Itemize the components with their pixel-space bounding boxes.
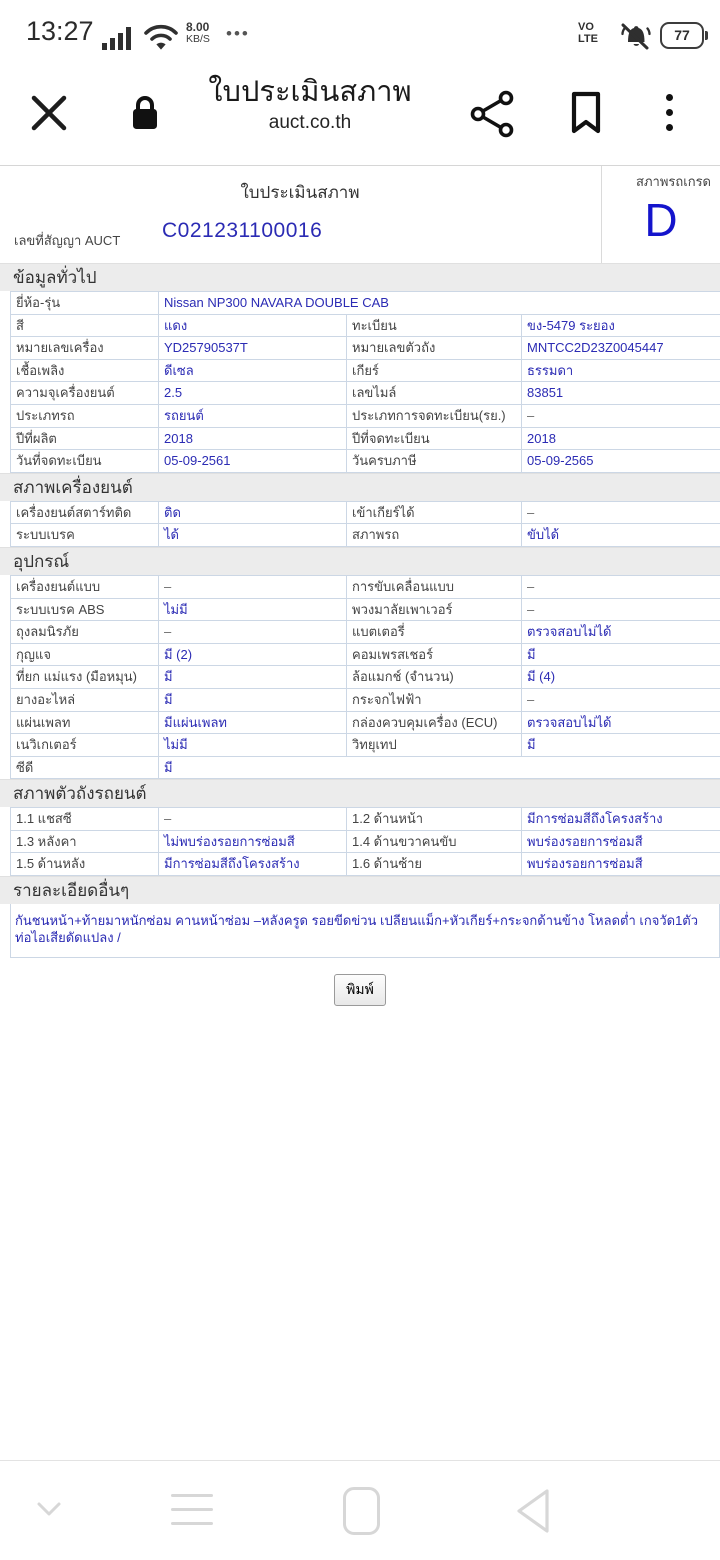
field-label: หมายเลขตัวถัง: [346, 337, 521, 359]
field-value: พบร่องรอยการซ่อมสี: [521, 831, 720, 853]
section-rows: [10, 501, 720, 547]
assessment-sections: [0, 263, 720, 876]
table-row: [11, 666, 720, 689]
field-value: มีการซ่อมสีถึงโครงสร้าง: [158, 853, 346, 875]
field-label: คอมเพรสเชอร์: [346, 644, 521, 666]
menu-lines-icon[interactable]: [171, 1494, 213, 1536]
field-label: ยี่ห้อ-รุ่น: [16, 295, 61, 310]
field-label: ที่ยก แม่แรง (มือหมุน): [16, 669, 137, 685]
field-value: 05-09-2561: [158, 450, 346, 472]
field-value: มีแผ่นเพลท: [158, 712, 346, 734]
table-row: [11, 644, 720, 667]
field-value: ได้: [158, 524, 346, 546]
section-rows: [10, 575, 720, 779]
table-row: [11, 831, 720, 854]
field-value: 2018: [521, 428, 720, 450]
bell-muted-icon: [618, 21, 652, 51]
table-row: [11, 599, 720, 622]
field-label: เครื่องยนต์แบบ: [16, 578, 101, 594]
bookmark-icon[interactable]: [570, 91, 602, 135]
field-label: เครื่องยนต์สตาร์ทติด: [16, 504, 132, 520]
field-value: –: [158, 576, 346, 598]
field-value: พบร่องรอยการซ่อมสี: [521, 853, 720, 875]
section-header: สภาพเครื่องยนต์: [0, 473, 720, 501]
lock-icon[interactable]: [132, 96, 158, 130]
table-row: [11, 734, 720, 757]
field-value: Nissan NP300 NAVARA DOUBLE CAB: [158, 292, 720, 314]
table-row: [11, 337, 720, 360]
status-more-dots: •••: [226, 24, 250, 43]
overflow-menu-icon[interactable]: [666, 94, 674, 139]
table-row: [11, 757, 720, 780]
table-row: [11, 315, 720, 338]
field-label: ซีดี: [16, 759, 34, 775]
field-value: 2018: [158, 428, 346, 450]
field-label: สี: [16, 317, 24, 333]
battery-icon: [660, 22, 704, 49]
field-value: MNTCC2D23Z0045447: [521, 337, 720, 359]
table-row: [11, 382, 720, 405]
field-value: ตรวจสอบไม่ได้: [521, 712, 720, 734]
table-row: [11, 808, 720, 831]
field-label: 1.6 ด้านซ้าย: [346, 853, 521, 875]
field-label: เกียร์: [346, 360, 521, 382]
field-value: มี: [158, 757, 720, 779]
field-value: ขง-5479 ระยอง: [521, 315, 720, 337]
battery-percent: 77: [674, 27, 690, 43]
field-label: ระบบเบรค ABS: [16, 601, 105, 617]
field-value: ธรรมดา: [521, 360, 720, 382]
field-value: รถยนต์: [158, 405, 346, 427]
table-row: [11, 853, 720, 876]
section-header-details: รายละเอียดอื่นๆ: [0, 876, 720, 904]
field-label: วันที่จดทะเบียน: [16, 453, 102, 469]
field-label: 1.5 ด้านหลัง: [16, 856, 86, 872]
document-header: [0, 166, 720, 263]
table-row: [11, 576, 720, 599]
field-value: มีการซ่อมสีถึงโครงสร้าง: [521, 808, 720, 830]
field-value: 05-09-2565: [521, 450, 720, 472]
field-value: –: [521, 502, 720, 524]
field-label: กุญแจ: [16, 646, 51, 662]
field-value: ไม่มี: [158, 599, 346, 621]
section-header: สภาพตัวถังรถยนต์: [0, 779, 720, 807]
contract-number-value: C021231100016: [162, 219, 323, 242]
signal-bars-icon: [102, 26, 138, 50]
field-value: 83851: [521, 382, 720, 404]
table-row: [11, 524, 720, 547]
share-icon[interactable]: [470, 90, 514, 138]
field-value: ตรวจสอบไม่ได้: [521, 621, 720, 643]
table-row: [11, 712, 720, 735]
volte-indicator: VO LTE: [578, 21, 598, 45]
wifi-icon: [144, 24, 178, 50]
table-row: [11, 428, 720, 451]
field-value: มี (4): [521, 666, 720, 688]
home-square-icon[interactable]: [343, 1487, 380, 1535]
field-label: เข้าเกียร์ได้: [346, 502, 521, 524]
field-label: วันครบภาษี: [346, 450, 521, 472]
back-triangle-icon[interactable]: [514, 1487, 552, 1535]
table-row: [11, 450, 720, 473]
field-label: 1.4 ด้านขวาคนขับ: [346, 831, 521, 853]
field-label: ความจุเครื่องยนต์: [16, 385, 115, 401]
clock: 13:27: [26, 16, 94, 46]
field-value: มี: [521, 644, 720, 666]
section-rows: [10, 291, 720, 473]
grade-value: D: [644, 194, 678, 246]
section-rows: [10, 807, 720, 876]
field-value: ดีเซล: [158, 360, 346, 382]
field-label: ประเภทรถ: [16, 407, 75, 423]
field-value: มี: [158, 666, 346, 688]
print-button[interactable]: พิมพ์: [334, 974, 386, 1006]
table-row: [11, 292, 720, 315]
field-label: กล่องควบคุมเครื่อง (ECU): [346, 712, 521, 734]
browser-page-title: ใบประเมินสภาพ: [208, 76, 412, 108]
field-value: –: [521, 405, 720, 427]
field-value: –: [158, 808, 346, 830]
chevron-down-icon[interactable]: [36, 1501, 62, 1517]
table-row: [11, 405, 720, 428]
field-value: มี (2): [158, 644, 346, 666]
table-row: [11, 502, 720, 525]
section-header: ข้อมูลทั่วไป: [0, 263, 720, 291]
details-text: กันชนหน้า+ท้ายมาหนักซ่อม คานหน้าซ่อม –หลังครูด รอยขีดข่วน เปลียนแม็ก+หัวเกียร์+กระจกด้านข้าง โหลดต่ำ เกจวัด1ตัว ท่อไอเสียดัดแปลง /: [10, 904, 720, 958]
field-label: 1.1 แชสซี: [16, 811, 72, 827]
field-label: 1.3 หลังคา: [16, 833, 77, 849]
field-label: แผ่นเพลท: [16, 714, 71, 730]
table-row: [11, 689, 720, 712]
field-value: ติด: [158, 502, 346, 524]
field-value: –: [521, 599, 720, 621]
table-row: [11, 621, 720, 644]
field-value: มี: [521, 734, 720, 756]
field-label: เนวิเกเตอร์: [16, 737, 77, 753]
field-label: หมายเลขเครื่อง: [16, 340, 104, 356]
field-label: 1.2 ด้านหน้า: [346, 808, 521, 830]
field-value: ขับได้: [521, 524, 720, 546]
browser-url: auct.co.th: [268, 112, 352, 133]
field-value: 2.5: [158, 382, 346, 404]
field-label: การขับเคลื่อนแบบ: [346, 576, 521, 598]
field-label: เชื้อเพลิง: [16, 362, 65, 378]
field-label: ระบบเบรค: [16, 527, 75, 543]
field-value: ไม่พบร่องรอยการซ่อมสี: [158, 831, 346, 853]
field-label: พวงมาลัยเพาเวอร์: [346, 599, 521, 621]
field-label: เลขไมล์: [346, 382, 521, 404]
status-bar: [0, 0, 720, 64]
field-value: ไม่มี: [158, 734, 346, 756]
field-label: ถุงลมนิรภัย: [16, 624, 79, 640]
field-label: ยางอะไหล่: [16, 691, 76, 707]
field-value: –: [521, 689, 720, 711]
grade-label: สภาพรถเกรด: [636, 174, 711, 189]
field-label: ทะเบียน: [346, 315, 521, 337]
field-value: –: [521, 576, 720, 598]
field-label: ปีที่จดทะเบียน: [346, 428, 521, 450]
field-value: –: [158, 621, 346, 643]
assessment-document: [0, 166, 720, 1006]
field-value: มี: [158, 689, 346, 711]
network-speed: 8.00 KB/S: [186, 20, 210, 45]
contract-number-label: เลขที่สัญญา AUCT: [14, 233, 121, 248]
field-label: กระจกไฟฟ้า: [346, 689, 521, 711]
field-label: ล้อแมกช์ (จำนวน): [346, 666, 521, 688]
field-label: ปีที่ผลิต: [16, 430, 57, 446]
field-label: แบตเตอรี่: [346, 621, 521, 643]
section-header: อุปกรณ์: [0, 547, 720, 575]
close-icon[interactable]: [30, 94, 68, 132]
table-row: [11, 360, 720, 383]
browser-toolbar: [0, 64, 720, 165]
field-value: YD25790537T: [158, 337, 346, 359]
system-nav-bar: [0, 1460, 720, 1560]
grade-panel: [601, 166, 720, 263]
document-title: ใบประเมินสภาพ: [240, 183, 360, 202]
field-value: แดง: [158, 315, 346, 337]
page-title-block: [160, 74, 460, 135]
field-label: ประเภทการจดทะเบียน(รย.): [346, 405, 521, 427]
field-label: สภาพรถ: [346, 524, 521, 546]
field-label: วิทยุเทป: [346, 734, 521, 756]
